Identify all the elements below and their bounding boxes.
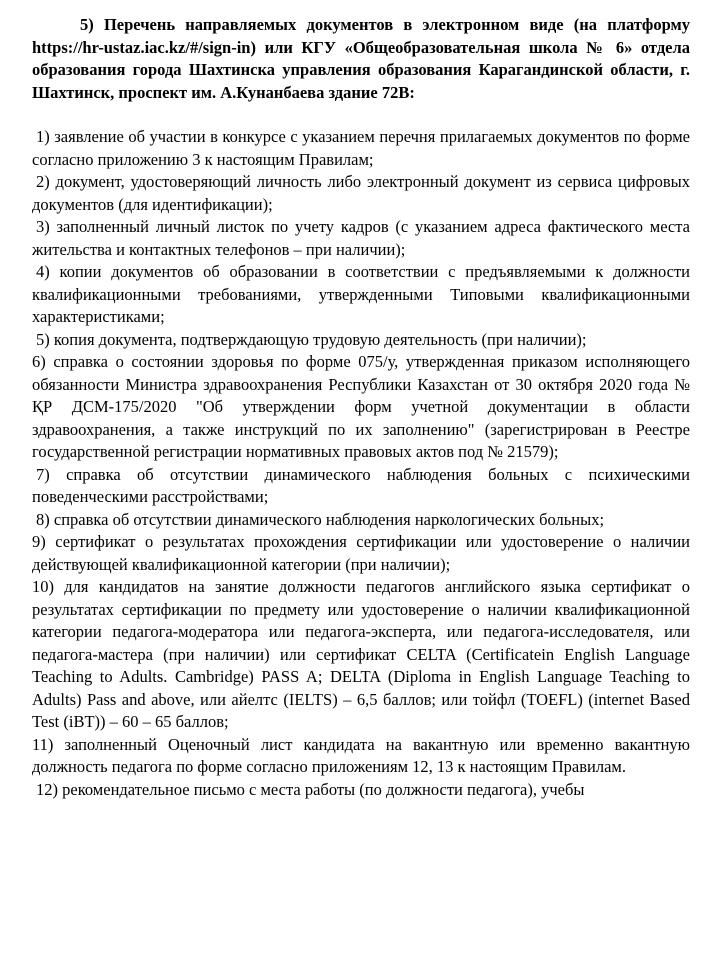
list-item: 9) сертификат о результатах прохождения сертификации или удостоверение о наличии действующей квалификационной категории (при наличии); <box>32 532 690 574</box>
list-item: 11) заполненный Оценочный лист кандидата на вакантную или временно вакантную должность педагога по форме согласно приложениям 12, 13 к настоящим Правилам. <box>32 734 690 776</box>
section-heading: 5) Перечень направляемых документов в электронном виде (на платформу https://hr-ustaz.iac.kz/#/sign-in) или КГУ «Общеобразовательная школа № 6» отдела образования города Шахтинска управления образования Карагандинской области, г. Шахтинск, проспект им. А.Кунанбаева здание 72В: <box>32 15 690 102</box>
list-item: 12) рекомендательное письмо с места работы (по должности педагога), учебы <box>36 779 585 799</box>
document-list <box>32 126 690 801</box>
list-item: 10) для кандидатов на занятие должности педагогов английского языка сертификат о результатах сертификации по предмету или удостоверение о наличии квалификационной категории педагога-модератора или педагога-эксперта, или педагога-исследователя, или педагога-мастера (при наличии) или сертификат CELTA (Certificatein English Language Teaching to Adults. Cambridge) PASS A; DELTA (Diploma in English Language Teaching to Adults) Pass and above, или айелтс (IELTS) – 6,5 баллов; или тойфл (TOEFL) (internet Based Test (iBT)) – 60 – 65 баллов; <box>32 577 690 731</box>
list-item: 3) заполненный личный листок по учету кадров (с указанием адреса фактического места жительства и контактных телефонов – при наличии); <box>32 217 690 259</box>
list-item: 4) копии документов об образовании в соответствии с предъявляемыми к должности квалификационными требованиями, утвержденными Типовыми квалификационными характеристиками; <box>32 262 690 326</box>
list-item: 6) справка о состоянии здоровья по форме 075/у, утвержденная приказом исполняющего обязанности Министра здравоохранения Республики Казахстан от 30 октября 2020 года № ҚР ДСМ-175/2020 "Об утверждении форм учетной документации в области здравоохранения, а также инструкций по их заполнению" (зарегистрирован в Реестре государственной регистрации нормативных правовых актов под № 21579); <box>32 352 690 461</box>
list-item: 1) заявление об участии в конкурсе с указанием перечня прилагаемых документов по форме согласно приложению 3 к настоящим Правилам; <box>32 127 690 169</box>
list-item: 5) копия документа, подтверждающую трудовую деятельность (при наличии); <box>36 329 587 349</box>
list-item: 2) документ, удостоверяющий личность либо электронный документ из сервиса цифровых документов (для идентификации); <box>32 172 690 214</box>
list-item: 8) справка об отсутствии динамического наблюдения наркологических больных; <box>36 509 605 529</box>
list-item: 7) справка об отсутствии динамического наблюдения больных с психическими поведенческими расстройствами; <box>32 464 690 506</box>
